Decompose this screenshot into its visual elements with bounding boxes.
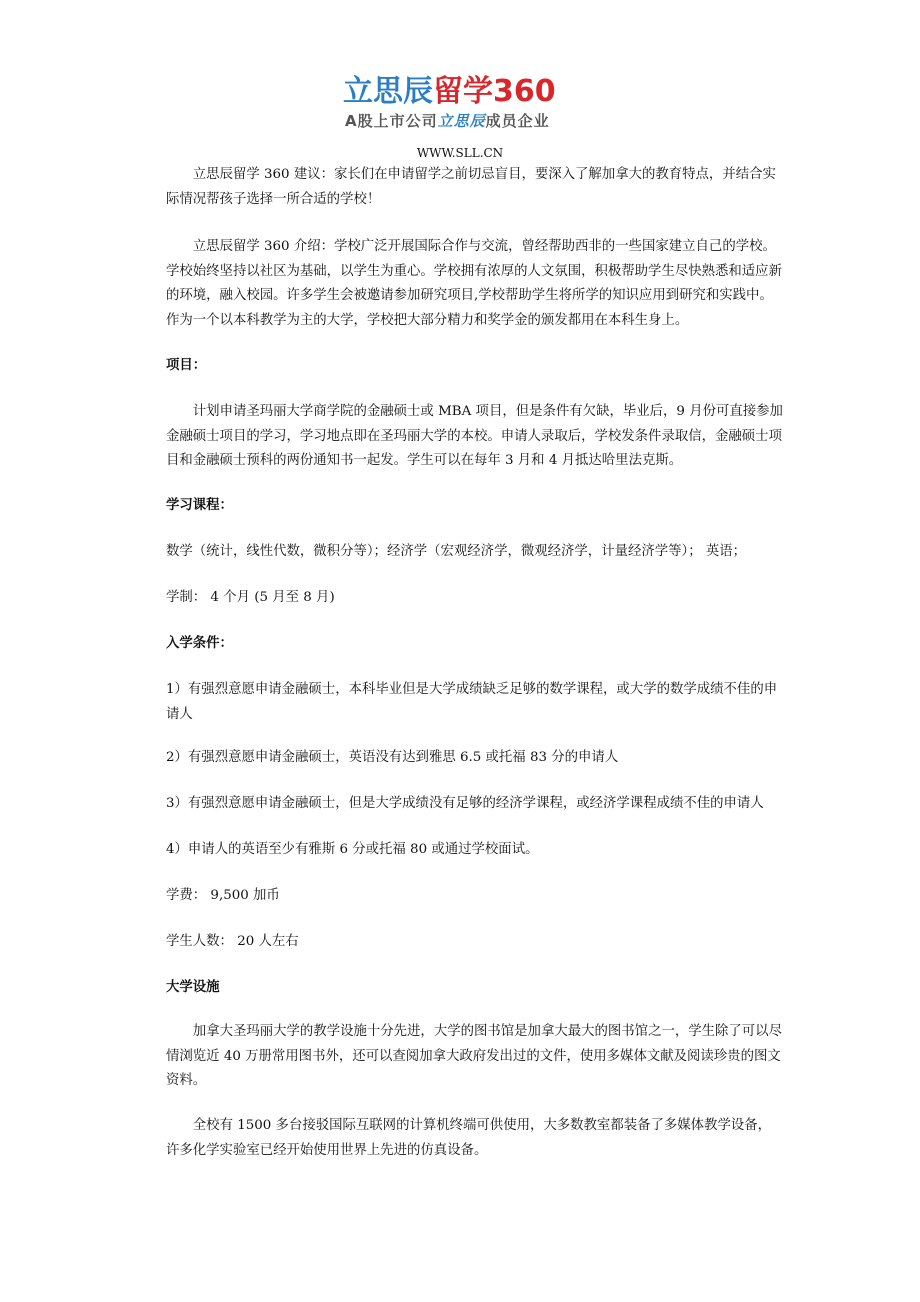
- facilities-paragraph-2: 全校有 1500 多台接驳国际互联网的计算机终端可供使用，大多数教室都装备了多媒体教学设备，许多化学实验室已经开始使用世界上先进的仿真设备。: [166, 1118, 772, 1158]
- facilities-paragraph-1: 加拿大圣玛丽大学的教学设施十分先进，大学的图书馆是加拿大最大的图书馆之一，学生除了可以尽情浏览近 40 万册常用图书外，还可以查阅加拿大政府发出过的文件，使用多媒体文献及阅读珍贵的图文资料。: [166, 1024, 782, 1088]
- project-paragraph: 计划申请圣玛丽大学商学院的金融硕士或 MBA 项目，但是条件有欠缺，毕业后，9 月份可直接参加金融硕士项目的学习，学习地点即在圣玛丽大学的本校。申请人录取后，学校发条件录取信，金融硕士项目和金融硕士预科的两份通知书一起发。学生可以在每年 3 月和 4 月抵达哈里法克斯。: [166, 404, 783, 468]
- site-url: WWW.SLL.CN: [416, 146, 504, 160]
- logo-tagline: [345, 111, 550, 131]
- admission-heading: 入学条件：: [166, 636, 233, 651]
- logo-wordmark: [343, 74, 556, 110]
- logo-brand-blue: 立思辰: [343, 74, 433, 109]
- logo-tagline-pre: A股上市公司: [345, 112, 438, 130]
- courses-paragraph: 数学（统计，线性代数，微积分等）；经济学（宏观经济学，微观经济学，计量经济学等）； 英语；: [166, 544, 747, 559]
- students-line: 学生人数： 20 人左右: [166, 934, 299, 949]
- company-logo: [343, 74, 579, 134]
- suggestion-paragraph: 立思辰留学 360 建议：家长们在申请留学之前切忌盲目，要深入了解加拿大的教育特点，并结合实际情况帮孩子选择一所合适的学校！: [166, 167, 776, 207]
- requirement-2: 2）有强烈意愿申请金融硕士，英语没有达到雅思 6.5 或托福 83 分的申请人: [166, 750, 619, 765]
- tuition-line: 学费： 9,500 加币: [166, 888, 280, 903]
- requirement-1: 1）有强烈意愿申请金融硕士，本科毕业但是大学成绩缺乏足够的数学课程，或大学的数学成绩不佳的申请人: [166, 682, 778, 722]
- requirement-3: 3）有强烈意愿申请金融硕士，但是大学成绩没有足够的经济学课程，或经济学课程成绩不佳的申请人: [166, 796, 764, 811]
- logo-brand-red: 留学360: [433, 74, 556, 109]
- intro-paragraph: 立思辰留学 360 介绍：学校广泛开展国际合作与交流，曾经帮助西非的一些国家建立自己的学校。学校始终坚持以社区为基础，以学生为重心。学校拥有浓厚的人文氛围，积极帮助学生尽快熟悉和适应新的环境，融入校园。许多学生会被邀请参加研究项目,学校帮助学生将所学的知识应用到研究和实践中。作为一个以本科教学为主的大学，学校把大部分精力和奖学金的颁发都用在本科生身上。: [166, 239, 782, 328]
- duration-line: 学制： 4 个月 (5 月至 8 月): [166, 590, 335, 605]
- logo-tagline-em: 立思辰: [437, 112, 486, 130]
- project-heading: 项目：: [166, 358, 207, 373]
- logo-tagline-post: 成员企业: [485, 112, 550, 130]
- courses-heading: 学习课程：: [166, 498, 233, 513]
- facilities-heading: 大学设施: [166, 980, 220, 995]
- requirement-4: 4）申请人的英语至少有雅斯 6 分或托福 80 或通过学校面试。: [166, 842, 539, 857]
